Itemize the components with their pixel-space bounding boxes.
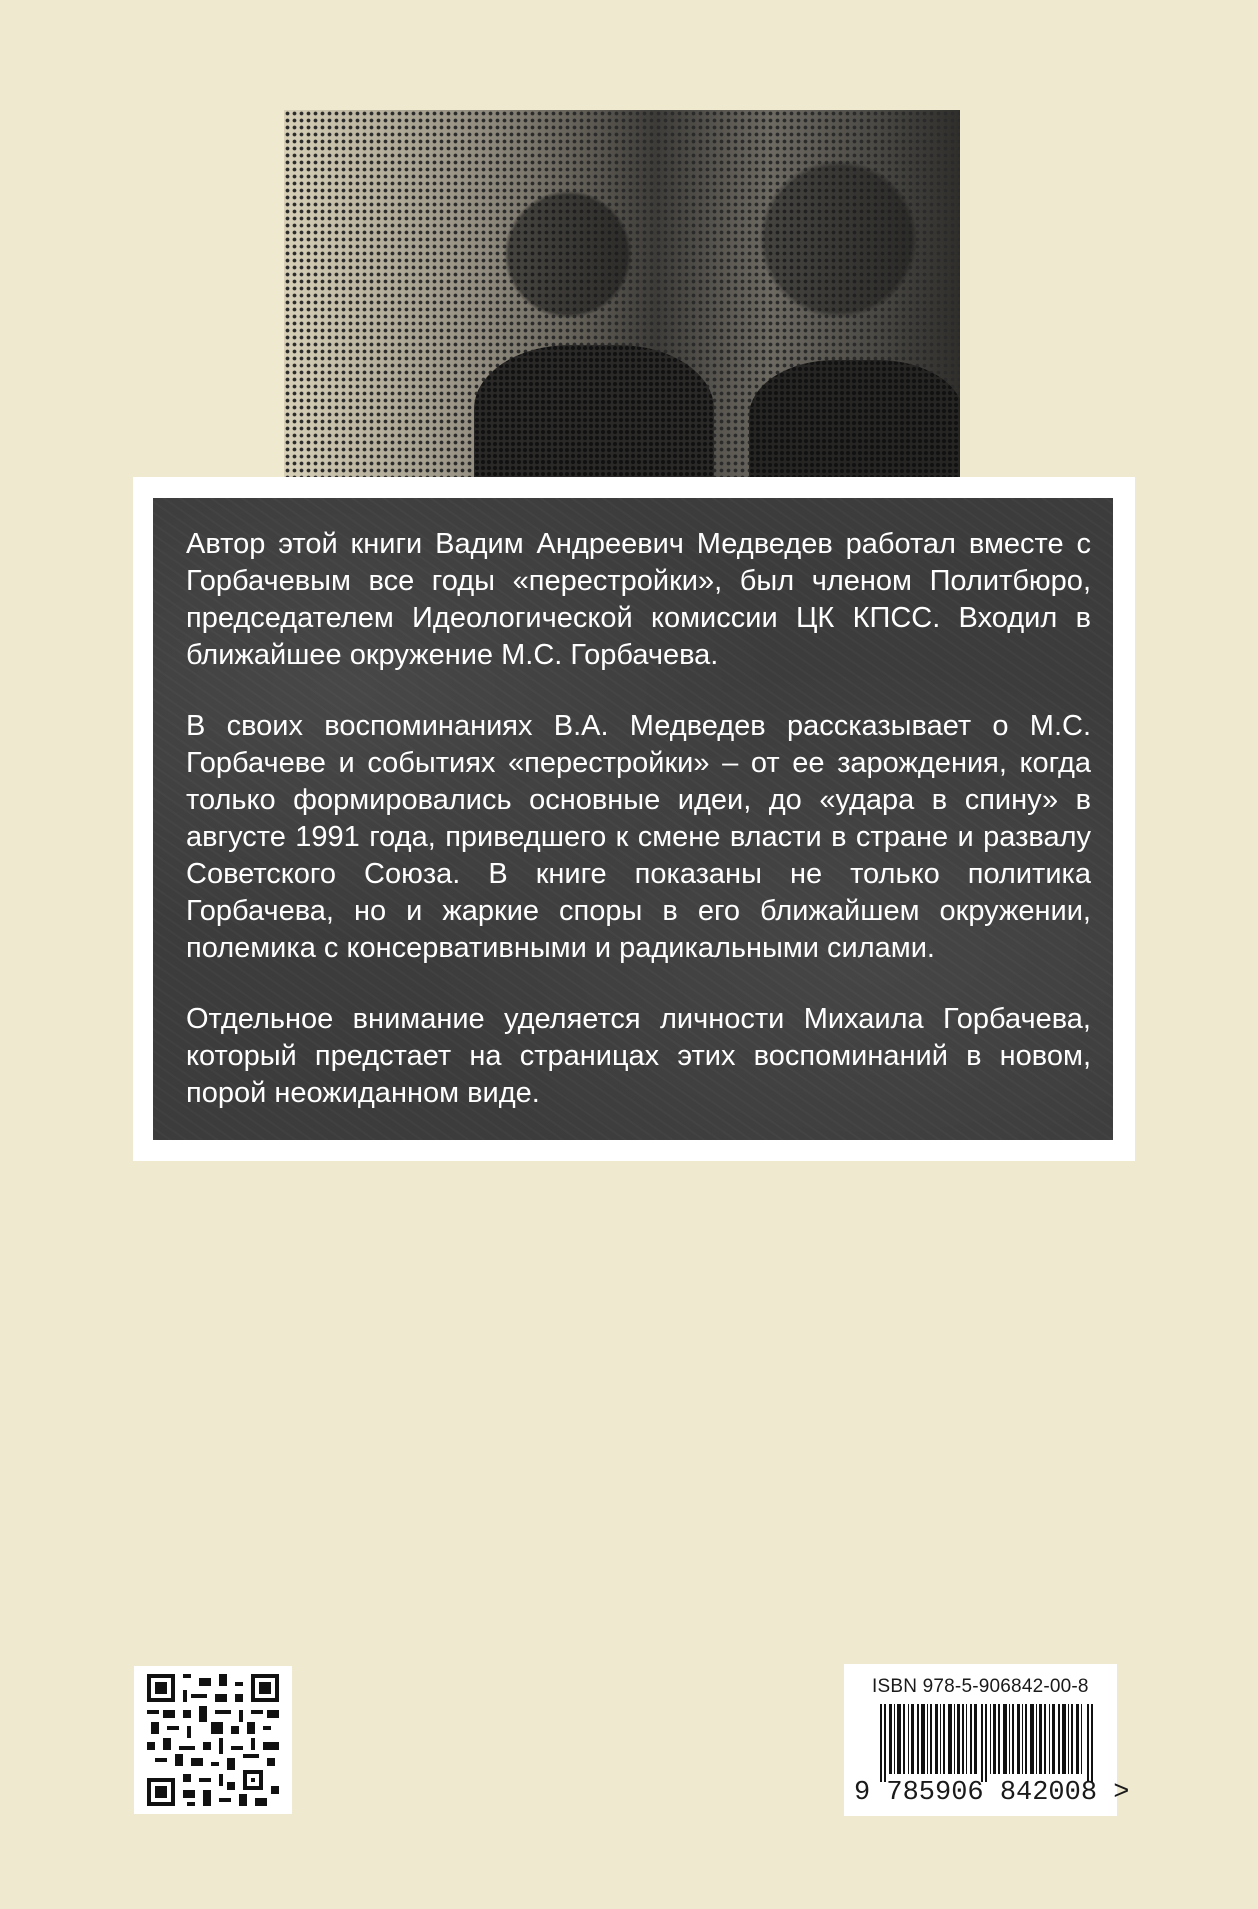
description-paragraph-3: Отдельное внимание уделяется личности Михаила Горбачева, который предстает на страницах этих воспоминаний в новом, порой неожиданном виде. <box>186 1003 1091 1109</box>
isbn-barcode-box <box>844 1664 1130 1816</box>
qr-code-icon <box>147 1674 279 1806</box>
description-paragraph-2: В своих воспоминаниях В.А. Медведев рассказывает о М.С. Горбачеве и событиях «перестройки» – от ее зарождения, когда только формировались основные идеи, до «удара в спину» в августе 1991 года, приведшего к смене власти в стране и развалу Советского Союза. В книге показаны не только политика Горбачева, но и жаркие споры в его ближайшем окружении, полемика с консервативными и радикальными силами. <box>186 710 1091 964</box>
qr-code <box>134 1666 292 1814</box>
barcode-icon <box>880 1704 1102 1782</box>
description-paragraph-1: Автор этой книги Вадим Андреевич Медведев работал вместе с Горбачевым все годы «перестройки», был членом Политбюро, председателем Идеологической комиссии ЦК КПСС. Входил в ближайшее окружение М.С. Горбачева. <box>186 528 1091 671</box>
description-panel <box>153 498 1113 1140</box>
ean-digits: 9 785906 842008 > <box>854 1778 1130 1808</box>
cover-photo <box>284 110 960 490</box>
isbn-label: ISBN 978-5-906842-00-8 <box>872 1676 1089 1697</box>
